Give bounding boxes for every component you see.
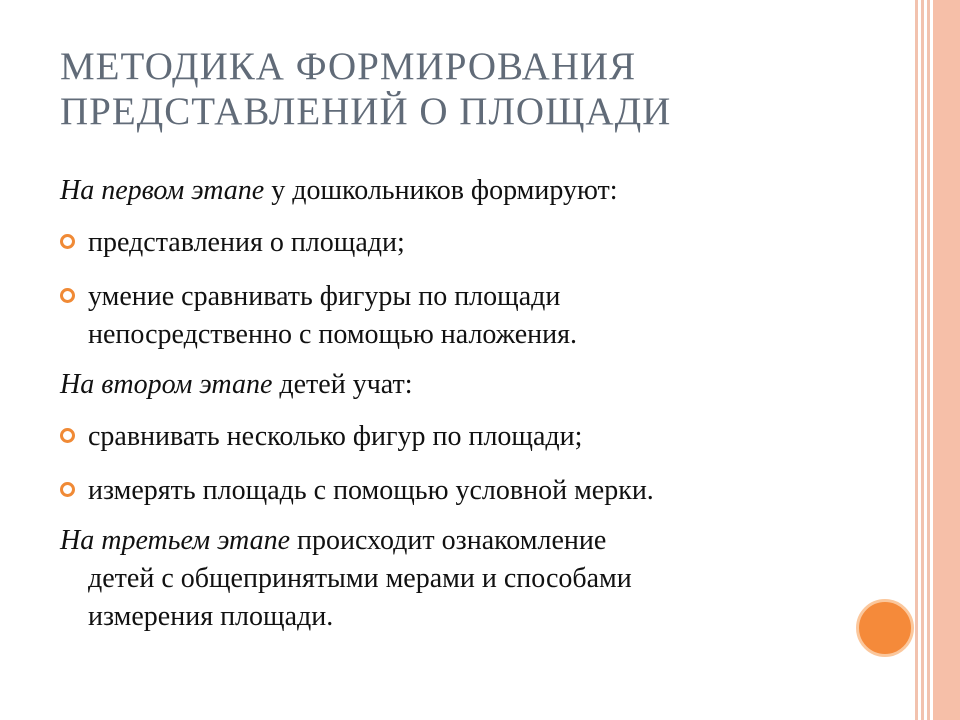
bullet-2-line-1: умение сравнивать фигуры по площади: [88, 281, 561, 312]
bullet-4-text: измерять площадь с помощью условной мерки.: [88, 475, 654, 506]
slide-title-line-2: ПРЕДСТАВЛЕНИЙ О ПЛОЩАДИ: [60, 90, 672, 133]
stage-2-paragraph: [60, 366, 900, 404]
bullet-ring-icon: [60, 234, 75, 249]
stage-3-text: происходит ознакомление: [290, 525, 607, 556]
slide-title-line-1: МЕТОДИКА ФОРМИРОВАНИЯ: [60, 45, 637, 88]
slide-body: [60, 172, 900, 636]
bullet-item: [60, 418, 900, 456]
bullet-3-text: сравнивать несколько фигур по площади;: [88, 421, 583, 452]
stage-3-line-3: измерения площади.: [88, 601, 334, 632]
bullet-ring-icon: [60, 482, 75, 497]
stage-1-label: На первом этапе: [60, 175, 265, 206]
stage-1-paragraph: [60, 172, 900, 210]
bullet-item: [60, 278, 900, 354]
stage-3-label: На третьем этапе: [60, 525, 291, 556]
decorative-stripe: [915, 0, 918, 720]
stage-3-paragraph: [60, 522, 900, 636]
bullet-2-line-2: непосредственно с помощью наложения.: [88, 319, 577, 350]
stage-2-label: На втором этапе: [60, 369, 273, 400]
bullet-1-text: представления о площади;: [88, 227, 405, 258]
bullet-ring-icon: [60, 428, 75, 443]
bullet-ring-icon: [60, 288, 75, 303]
decorative-stripe: [921, 0, 924, 720]
bullet-item: [60, 224, 900, 262]
decorative-stripe: [933, 0, 960, 720]
stage-1-text: у дошкольников формируют:: [264, 175, 618, 206]
decorative-stripe: [927, 0, 930, 720]
bullet-item: [60, 472, 900, 510]
stage-3-line-2: детей с общепринятыми мерами и способами: [88, 563, 632, 594]
stage-2-text: детей учат:: [272, 369, 413, 400]
slide-title: [60, 44, 890, 134]
decorative-circle: [856, 599, 914, 657]
